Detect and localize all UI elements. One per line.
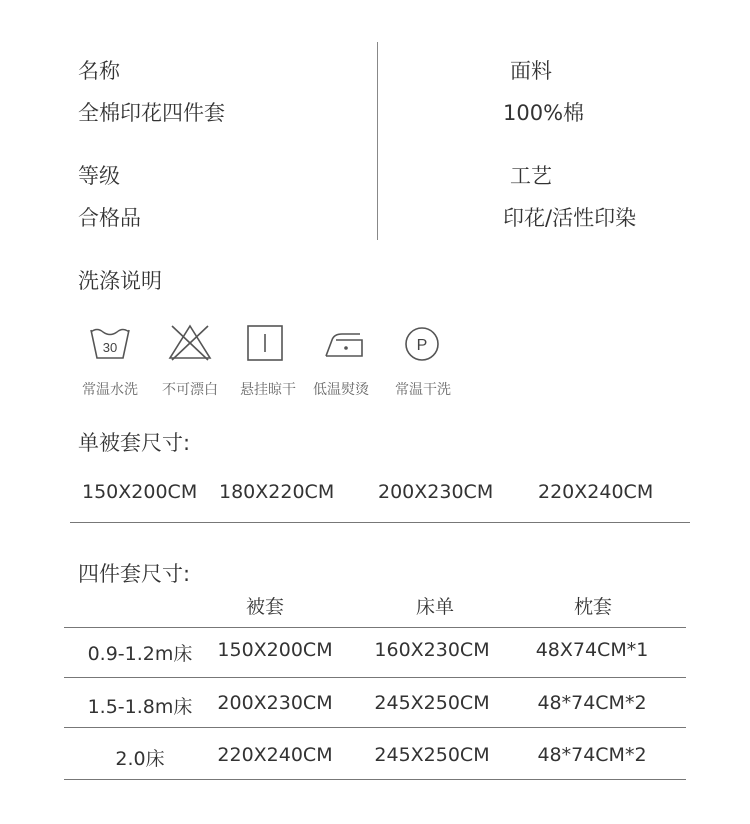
care-label-dryclean: 常温干洗: [395, 382, 451, 398]
dry-clean-text: P: [416, 337, 428, 354]
four-piece-title: 四件套尺寸:: [78, 562, 191, 586]
single-divider: [70, 522, 690, 523]
washing-title: 洗涤说明: [78, 269, 162, 293]
header-sheet: 床单: [415, 596, 454, 618]
wash-30-icon: [88, 324, 132, 366]
row-cover: 150X200CM: [217, 639, 333, 661]
grade-label: 等级: [78, 164, 120, 188]
header-cover: 被套: [245, 596, 284, 618]
table-line-2: [64, 677, 686, 678]
fabric-value: 100%棉: [503, 101, 585, 125]
spec-divider: [377, 42, 378, 240]
name-value: 全棉印花四件套: [78, 101, 225, 125]
single-size-2: 180X220CM: [219, 481, 335, 503]
single-cover-title: 单被套尺寸:: [78, 431, 191, 455]
row-cover: 200X230CM: [217, 692, 333, 714]
table-line-4: [64, 779, 686, 780]
grade-value: 合格品: [78, 206, 141, 230]
table-line-1: [64, 627, 686, 628]
fabric-label: 面料: [510, 59, 552, 83]
hang-dry-icon: [246, 324, 284, 366]
single-size-1: 150X200CM: [82, 481, 198, 503]
care-label-wash: 常温水洗: [82, 382, 138, 398]
row-bed: 2.0床: [115, 748, 165, 770]
row-pillow: 48X74CM*1: [535, 639, 649, 661]
row-bed: 1.5-1.8m床: [87, 696, 193, 718]
row-sheet: 245X250CM: [374, 692, 490, 714]
care-label-dry: 悬挂晾干: [240, 382, 296, 398]
craft-value: 印花/活性印染: [503, 206, 637, 230]
row-cover: 220X240CM: [217, 744, 333, 766]
header-pillow: 枕套: [573, 596, 612, 618]
single-size-3: 200X230CM: [378, 481, 494, 503]
row-bed: 0.9-1.2m床: [87, 643, 193, 665]
dry-clean-icon: [403, 325, 441, 367]
low-iron-icon: [322, 326, 366, 364]
table-line-3: [64, 727, 686, 728]
care-label-iron: 低温熨烫: [313, 382, 369, 398]
do-not-bleach-icon: [166, 322, 214, 366]
row-sheet: 245X250CM: [374, 744, 490, 766]
craft-label: 工艺: [510, 164, 552, 188]
care-label-bleach: 不可漂白: [162, 382, 218, 398]
name-label: 名称: [78, 59, 120, 83]
wash-30-text: 30: [102, 340, 118, 355]
single-size-4: 220X240CM: [538, 481, 654, 503]
row-sheet: 160X230CM: [374, 639, 490, 661]
row-pillow: 48*74CM*2: [537, 692, 647, 714]
row-pillow: 48*74CM*2: [537, 744, 647, 766]
